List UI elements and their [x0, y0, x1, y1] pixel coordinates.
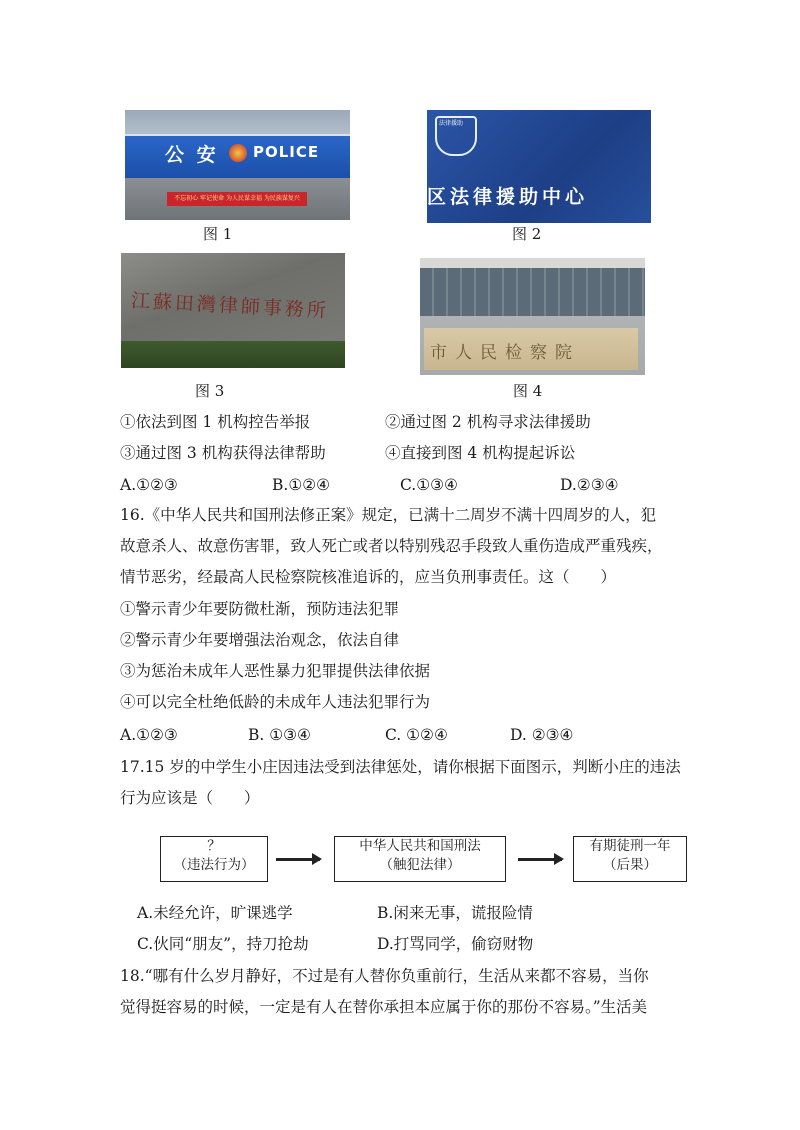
- flow-box-3-title: 有期徒刑一年: [589, 838, 671, 854]
- shrubbery: [121, 341, 345, 368]
- police-sign-text: 公 安: [165, 144, 219, 166]
- q17-answer-d: D.打骂同学，偷窃财物: [377, 935, 534, 953]
- q15-answer-a: A.①②③: [120, 476, 178, 494]
- roof: [420, 258, 645, 268]
- legal-aid-center-name: 区法律援助中心: [427, 186, 589, 208]
- q16-option-1: ①警示青少年要防微杜渐，预防违法犯罪: [120, 600, 400, 618]
- q16-answer-b: B. ①③④: [248, 726, 311, 744]
- q17-stem-line-2: 行为应该是（ ）: [120, 789, 260, 807]
- police-emblem-icon: [229, 144, 247, 162]
- law-firm-carving: 江蘇田灣律師事務所: [130, 289, 330, 323]
- flow-box-2-subtitle: （触犯法律）: [379, 857, 461, 873]
- flow-box-1-title: ？: [207, 838, 221, 854]
- q15-answer-b: B.①②④: [272, 476, 331, 494]
- police-station-photo: [125, 110, 350, 220]
- procuratorate-name: 市人民检察院: [430, 343, 580, 363]
- figure-4-caption: 图 4: [513, 382, 543, 400]
- q17-answer-b: B.闲来无事，谎报险情: [377, 904, 533, 922]
- legal-aid-logo-text: 法律援助: [439, 120, 464, 127]
- arrow-right-icon: [276, 858, 320, 861]
- figure-1-caption: 图 1: [203, 225, 233, 243]
- flow-box-criminal-law: [334, 836, 506, 882]
- police-sign-english: POLICE: [253, 143, 320, 161]
- q17-answer-c: C.伙同“朋友”，持刀抢劫: [137, 935, 309, 953]
- q16-answer-d: D. ②③④: [510, 726, 574, 744]
- flow-box-illegal-act: [160, 836, 268, 882]
- q17-stem-line-1: 17.15 岁的中学生小庄因违法受到法律惩处，请你根据下面图示，判断小庄的违法: [120, 758, 681, 776]
- q16-answer-c: C. ①②④: [385, 726, 448, 744]
- q16-stem-line-3: 情节恶劣，经最高人民检察院核准追诉的，应当负刑事责任。这（ ）: [120, 568, 617, 586]
- q18-stem-line-1: 18.“哪有什么岁月静好，不过是有人替你负重前行，生活从来都不容易，当你: [120, 967, 649, 985]
- q15-answer-c: C.①③④: [400, 476, 458, 494]
- q16-stem-line-1: 16.《中华人民共和国刑法修正案》规定，已满十二周岁不满十四周岁的人，犯: [120, 506, 657, 524]
- q15-option-2: ②通过图 2 机构寻求法律援助: [385, 413, 591, 431]
- flow-box-1-subtitle: （违法行为）: [173, 857, 255, 873]
- arrow-right-icon: [518, 858, 562, 861]
- legal-aid-center-photo: [427, 110, 651, 223]
- law-firm-stone-photo: [121, 253, 345, 368]
- q15-option-4: ④直接到图 4 机构提起诉讼: [385, 444, 576, 462]
- flow-box-consequence: [573, 836, 687, 882]
- flow-box-3-subtitle: （后果）: [603, 857, 657, 873]
- flow-box-2-title: 中华人民共和国刑法: [359, 838, 481, 854]
- q15-option-1: ①依法到图 1 机构控告举报: [120, 413, 311, 431]
- q16-option-2: ②警示青少年要增强法治观念，依法自律: [120, 631, 400, 649]
- figure-2-caption: 图 2: [512, 225, 542, 243]
- q16-option-4: ④可以完全杜绝低龄的未成年人违法犯罪行为: [120, 693, 431, 711]
- q18-stem-line-2: 觉得挺容易的时候，一定是有人在替你承担本应属于你的那份不容易。”生活美: [120, 998, 648, 1016]
- procuratorate-photo: [420, 258, 645, 375]
- red-banner: 不忘初心 牢记使命 为人民谋幸福 为民族谋复兴: [167, 192, 307, 206]
- q15-option-3: ③通过图 3 机构获得法律帮助: [120, 444, 326, 462]
- q16-option-3: ③为惩治未成年人恶性暴力犯罪提供法律依据: [120, 662, 431, 680]
- q16-stem-line-2: 故意杀人、故意伤害罪，致人死亡或者以特别残忍手段致人重伤造成严重残疾，: [120, 537, 663, 555]
- q15-answer-d: D.②③④: [560, 476, 619, 494]
- figure-3-caption: 图 3: [195, 382, 225, 400]
- q16-answer-a: A.①②③: [120, 726, 178, 744]
- q17-answer-a: A.未经允许，旷课逃学: [137, 904, 293, 922]
